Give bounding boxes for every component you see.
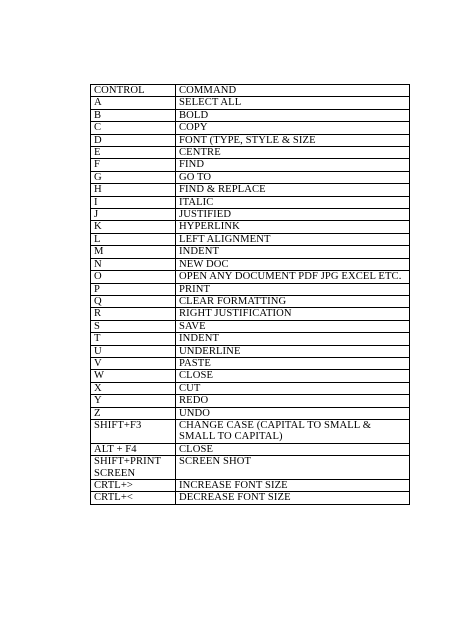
command-cell: BOLD (176, 109, 410, 121)
table-row (91, 159, 410, 171)
control-key-cell: M (91, 246, 176, 258)
control-key-cell: J (91, 209, 176, 221)
control-key-cell: ALT + F4 (91, 443, 176, 455)
control-key-cell: SHIFT+PRINT SCREEN (91, 456, 176, 480)
command-cell: RIGHT JUSTIFICATION (176, 308, 410, 320)
command-cell: CHANGE CASE (CAPITAL TO SMALL & SMALL TO CAPITAL) (176, 419, 410, 443)
control-key-cell: P (91, 283, 176, 295)
control-key-cell: L (91, 233, 176, 245)
command-cell: NEW DOC (176, 258, 410, 270)
control-key-cell: X (91, 382, 176, 394)
table-row (91, 171, 410, 183)
control-key-cell: CRTL+> (91, 480, 176, 492)
table-row (91, 258, 410, 270)
command-cell: PASTE (176, 357, 410, 369)
command-cell: OPEN ANY DOCUMENT PDF JPG EXCEL ETC. (176, 271, 410, 283)
table-row (91, 109, 410, 121)
table-row (91, 320, 410, 332)
control-key-cell: E (91, 147, 176, 159)
control-key-cell: K (91, 221, 176, 233)
command-cell: JUSTIFIED (176, 209, 410, 221)
table-row (91, 395, 410, 407)
control-key-cell: F (91, 159, 176, 171)
control-key-cell: W (91, 370, 176, 382)
control-key-cell: V (91, 357, 176, 369)
table-row (91, 196, 410, 208)
shortcut-table-body (91, 85, 410, 505)
command-cell: ITALIC (176, 196, 410, 208)
command-cell: HYPERLINK (176, 221, 410, 233)
table-row (91, 283, 410, 295)
table-row (91, 147, 410, 159)
control-key-cell: S (91, 320, 176, 332)
control-key-cell: C (91, 122, 176, 134)
command-cell: PRINT (176, 283, 410, 295)
command-cell: LEFT ALIGNMENT (176, 233, 410, 245)
control-key-cell: D (91, 134, 176, 146)
table-row (91, 443, 410, 455)
command-cell: SELECT ALL (176, 97, 410, 109)
table-row (91, 345, 410, 357)
command-cell: CLEAR FORMATTING (176, 295, 410, 307)
header-control-cell: CONTROL (91, 85, 176, 97)
header-command-cell: COMMAND (176, 85, 410, 97)
control-key-cell: R (91, 308, 176, 320)
control-key-cell: H (91, 184, 176, 196)
control-key-cell: Q (91, 295, 176, 307)
table-row (91, 370, 410, 382)
table-row (91, 357, 410, 369)
table-row (91, 97, 410, 109)
command-cell: INDENT (176, 246, 410, 258)
control-key-cell: T (91, 333, 176, 345)
table-row (91, 382, 410, 394)
command-cell: CENTRE (176, 147, 410, 159)
command-cell: FONT (TYPE, STYLE & SIZE (176, 134, 410, 146)
control-key-cell: A (91, 97, 176, 109)
command-cell: FIND & REPLACE (176, 184, 410, 196)
command-cell: CUT (176, 382, 410, 394)
command-cell: CLOSE (176, 370, 410, 382)
command-cell: INDENT (176, 333, 410, 345)
table-row (91, 184, 410, 196)
command-cell: GO TO (176, 171, 410, 183)
command-cell: INCREASE FONT SIZE (176, 480, 410, 492)
control-key-cell: Z (91, 407, 176, 419)
table-row (91, 221, 410, 233)
table-row (91, 246, 410, 258)
command-cell: UNDO (176, 407, 410, 419)
control-key-cell: N (91, 258, 176, 270)
command-cell: UNDERLINE (176, 345, 410, 357)
table-row (91, 308, 410, 320)
table-row (91, 233, 410, 245)
control-key-cell: U (91, 345, 176, 357)
command-cell: SAVE (176, 320, 410, 332)
control-key-cell: CRTL+< (91, 492, 176, 504)
table-row (91, 122, 410, 134)
command-cell: DECREASE FONT SIZE (176, 492, 410, 504)
table-row (91, 492, 410, 504)
control-key-cell: O (91, 271, 176, 283)
command-cell: SCREEN SHOT (176, 456, 410, 480)
control-key-cell: SHIFT+F3 (91, 419, 176, 443)
table-row (91, 271, 410, 283)
command-cell: COPY (176, 122, 410, 134)
table-row (91, 480, 410, 492)
table-row (91, 295, 410, 307)
table-row (91, 134, 410, 146)
command-cell: REDO (176, 395, 410, 407)
table-row (91, 456, 410, 480)
table-row (91, 407, 410, 419)
shortcut-table (90, 84, 410, 505)
command-cell: CLOSE (176, 443, 410, 455)
table-row (91, 209, 410, 221)
command-cell: FIND (176, 159, 410, 171)
table-row (91, 419, 410, 443)
table-header-row (91, 85, 410, 97)
control-key-cell: B (91, 109, 176, 121)
control-key-cell: Y (91, 395, 176, 407)
control-key-cell: G (91, 171, 176, 183)
table-row (91, 333, 410, 345)
control-key-cell: I (91, 196, 176, 208)
